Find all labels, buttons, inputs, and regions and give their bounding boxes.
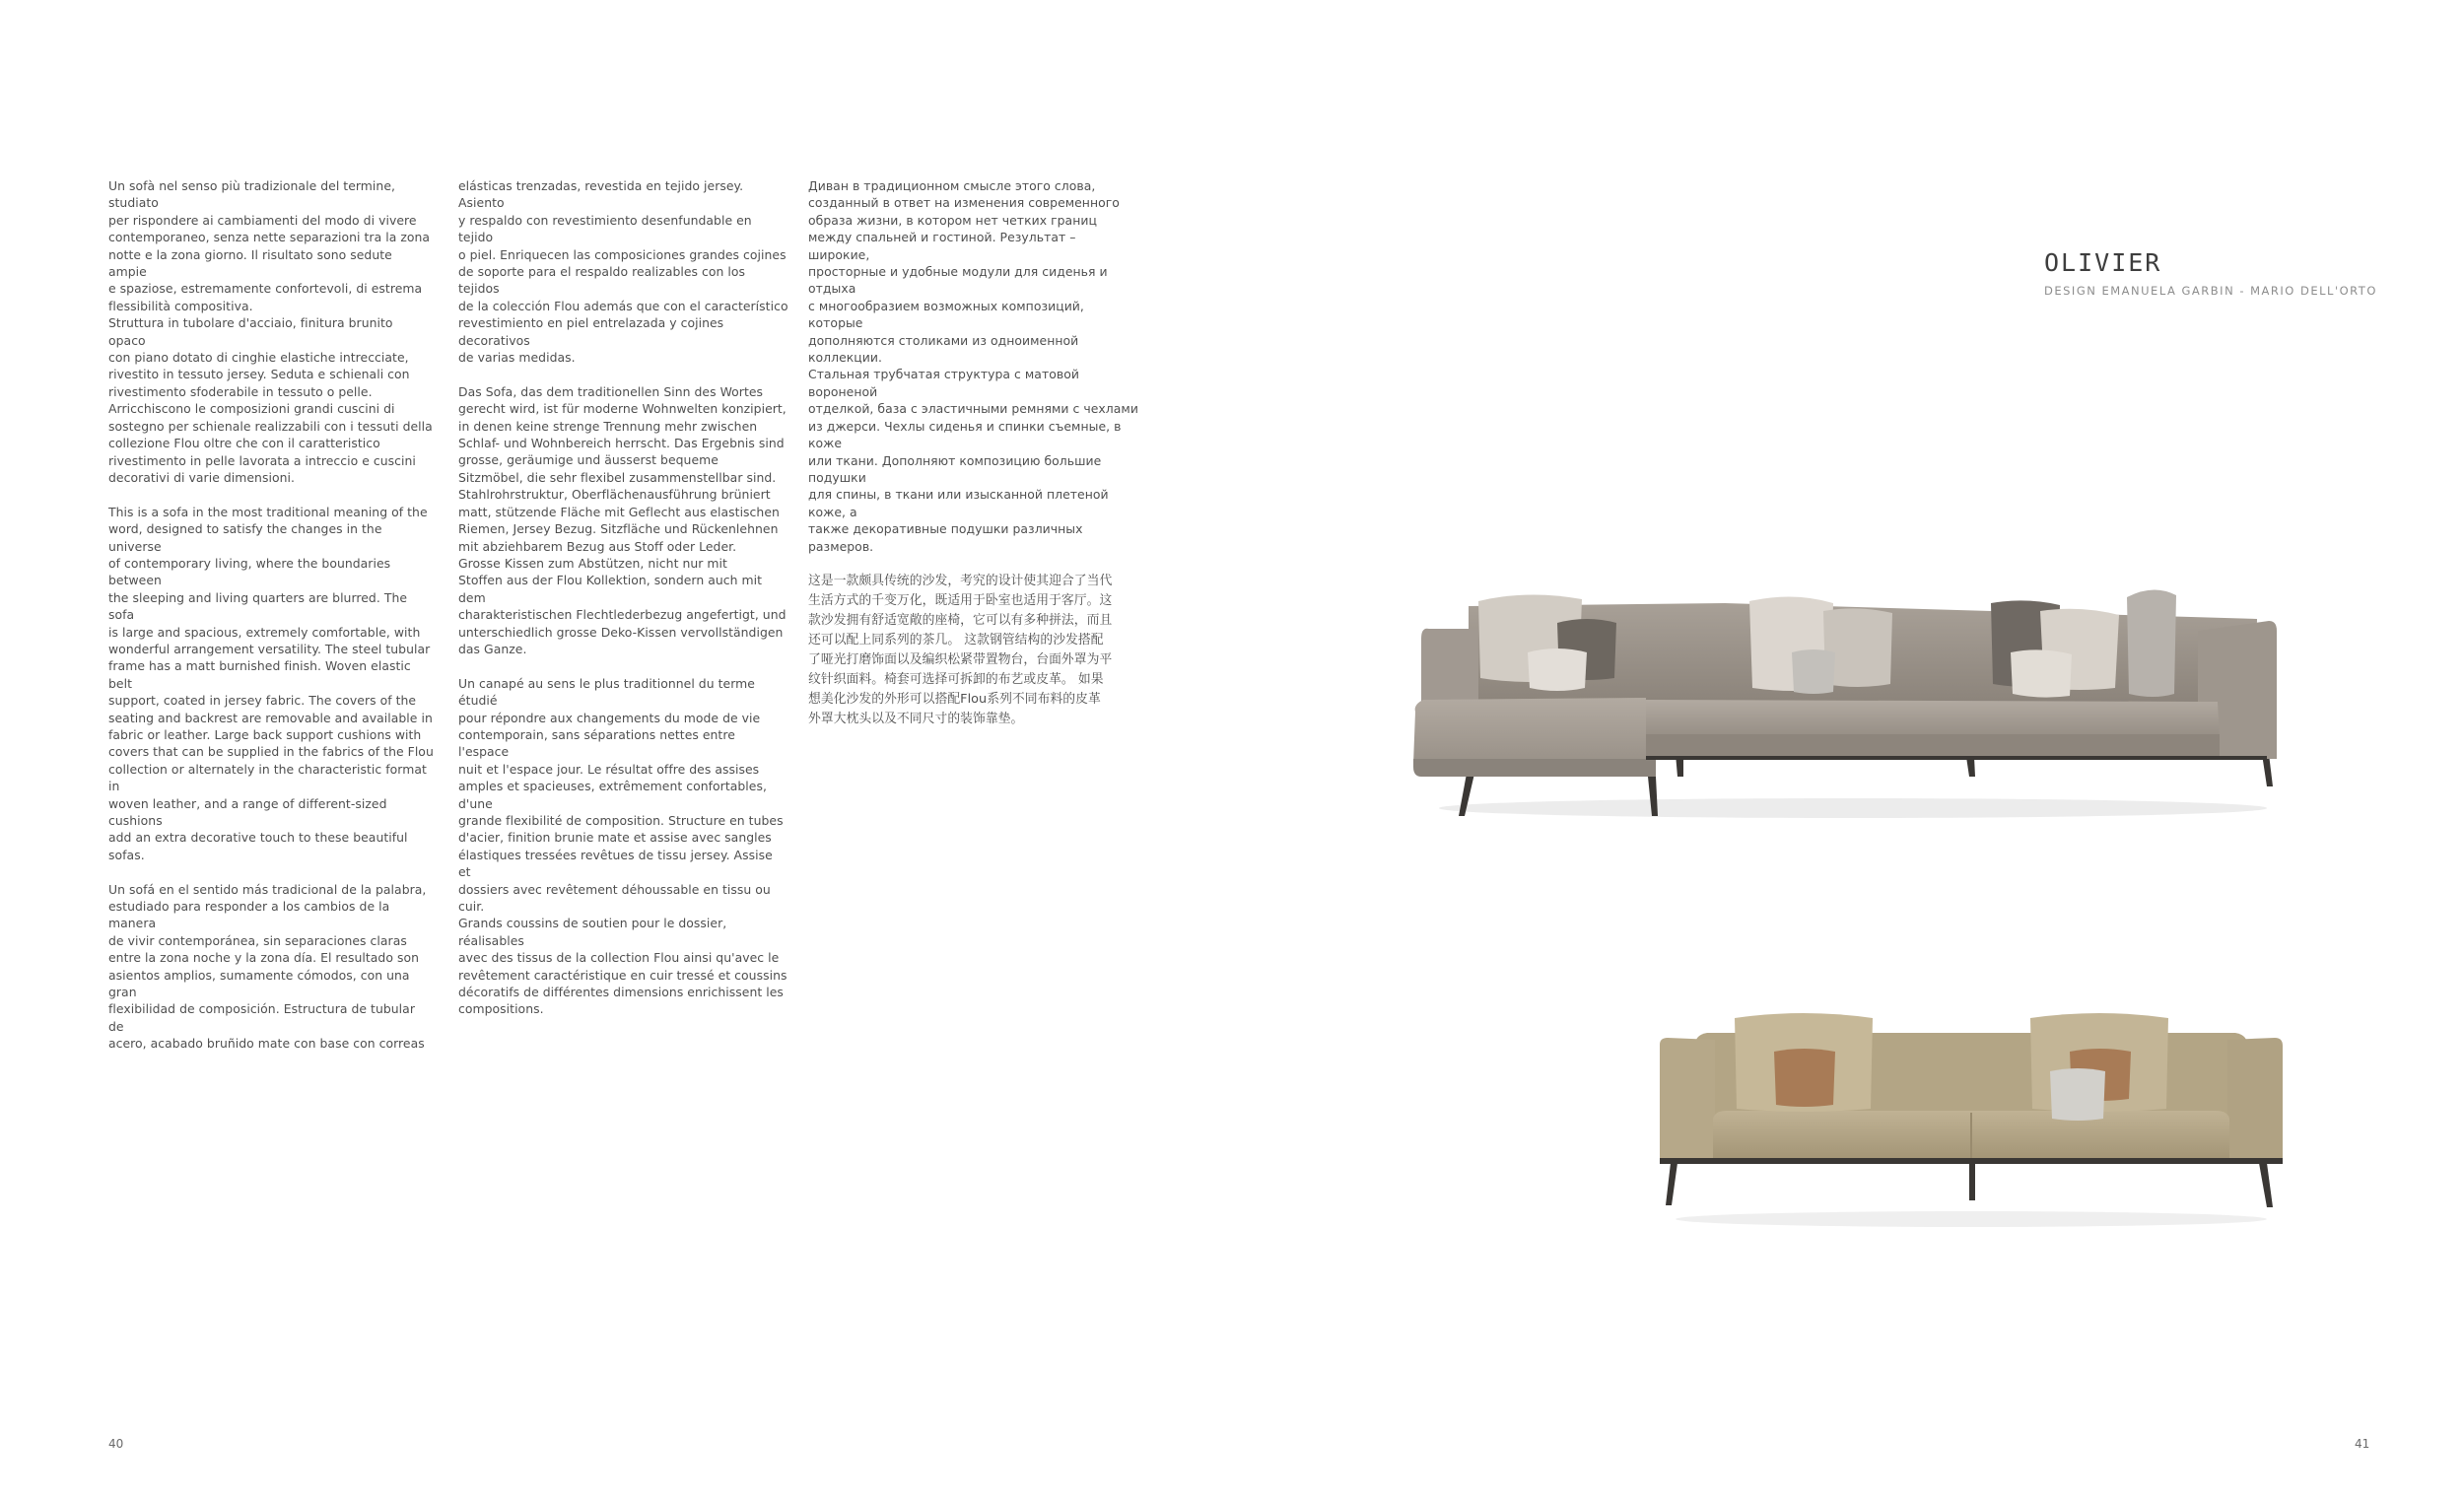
paragraph-german: Das Sofa, das dem traditionellen Sinn des Wortes gerecht wird, ist für moderne Wohnwelten konzipiert, in denen keine strenge Trennung mehr zwischen Schlaf- und Wohnbereich herrscht. Das Ergebnis sind grosse, geräumige und äusserst bequeme Sitzmöbel, die sehr flexibel zusammenstellbar sind. Stahlrohrstruktur, Oberflächenausführung brüniert matt, stützende Fläche mit Geflecht aus elastischen Riemen, Jersey Bezug. Sitzfläche und Rückenlehnen mit abziehbarem Bezug aus Stoff oder Leder. Grosse Kissen zum Abstützen, nicht nur mit Stoffen aus der Flou Kollektion, sondern auch mit dem charakteristischen Flechtlederbezug angefertigt, und unterschiedlich grosse Deko-Kissen vervollständigen das Ganze.: [458, 383, 787, 656]
paragraph-french: Un canapé au sens le plus traditionnel du terme étudié pour répondre aux changements du mode de vie contemporain, sans séparations nettes entre l'espace nuit et l'espace jour. Le résultat offre des assises amples et spacieuses, extrêmement confortables, d'une grande flexibilité de composition. Structure en tubes d'acier, finition brunie mate et assise avec sangles élastiques tressées revêtues de tissu jersey. Assise et dossiers avec revêtement déhoussable en tissu ou cuir. Grands coussins de soutien pour le dossier, réalisables avec des tissus de la collection Flou ainsi qu'avec le revêtement caractéristique en cuir tressé et coussins décoratifs de différentes dimensions enrichissent les compositions.: [458, 675, 787, 1017]
paragraph-russian: Диван в традиционном смысле этого слова, созданный в ответ на изменения современного образа жизни, в котором нет четких границ между спальней и гостиной. Результат – широкие, просторные и удобные модули для сиденья и отдыха с многообразием возможных композиций, которые дополняются столиками из одноименной коллекции. Стальная трубчатая структура с матовой вороненой отделкой, база с эластичными ремнями с чехлами из джерси. Чехлы сиденья и спинки съемные, в коже или ткани. Дополняют композицию большие подушки для спины, в ткани или изысканной плетеной коже, а также декоративные подушки различных размеров.: [808, 178, 1138, 554]
product-title: OLIVIER: [2044, 248, 2162, 277]
designer-credit: DESIGN EMANUELA GARBIN - MARIO DELL'ORTO: [2044, 284, 2377, 298]
paragraph-spanish-end: elásticas trenzadas, revestida en tejido jersey. Asiento y respaldo con revestimiento desenfundable en tejido o piel. Enriquecen las composiciones grandes cojines de soporte para el respaldo realizables con los tejidos de la colección Flou además que con el característico revestimiento en piel entrelazada y cojines decorativos de varias medidas.: [458, 178, 788, 366]
paragraph-spanish-start: Un sofá en el sentido más tradicional de la palabra, estudiado para responder a los cambios de la manera de vivir contemporánea, sin separaciones claras entre la zona noche y la zona día. El resultado son asientos amplios, sumamente cómodos, con una gran flexibilidad de composición. Estructura de tubular de acero, acabado bruñido mate con base con correas: [108, 881, 427, 1052]
text-column-1: [108, 177, 434, 1069]
paragraph-english: This is a sofa in the most traditional meaning of the word, designed to satisfy the changes in the universe of contemporary living, where the boundaries between the sleeping and living quarters are blurred. The sofa is large and spacious, extremely comfortable, with wonderful arrangement versatility. The steel tubular frame has a matt burnished finish. Woven elastic belt support, coated in jersey fabric. The covers of the seating and backrest are removable and available in fabric or leather. Large back support cushions with covers that can be supplied in the fabrics of the Flou collection or alternately in the characteristic format in woven leather, and a range of different-sized cushions add an extra decorative touch to these beautiful sofas.: [108, 504, 434, 862]
corner-sectional-sofa-image: [1409, 562, 2296, 828]
text-column-2: [458, 177, 788, 1035]
paragraph-chinese: 这是一款颇具传统的沙发，考究的设计使其迎合了当代 生活方式的千变万化，既适用于卧室也适用于客厅。这 款沙发拥有舒适宽敞的座椅，它可以有多种拼法，而且 还可以配上同系列的茶几。 这款钢管结构的沙发搭配 了哑光打磨饰面以及编织松紧带置物台，台面外罩为平 纹针织面料。椅套可选择可拆卸的布艺或皮革。 如果 想美化沙发的外形可以搭配Flou系列不同布料的皮革 外罩大枕头以及不同尺寸的装饰靠垫。: [808, 574, 1113, 727]
page-number-left: 40: [108, 1437, 124, 1451]
straight-sofa-image: [1656, 1000, 2287, 1232]
page-number-right: 41: [2355, 1437, 2370, 1451]
paragraph-italian: Un sofà nel senso più tradizionale del termine, studiato per rispondere ai cambiamenti del modo di vivere contemporaneo, senza nette separazioni tra la zona notte e la zona giorno. Il risultato sono sedute ampie e spaziose, estremamente confortevoli, di estrema flessibilità compositiva. Struttura in tubolare d'acciaio, finitura brunito opaco con piano dotato di cinghie elastiche intrecciate, rivestito in tessuto jersey. Seduta e schienali con rivestimento sfoderabile in tessuto o pelle. Arricchiscono le composizioni grandi cuscini di sostegno per schienale realizzabili con i tessuti della collezione Flou oltre che con il caratteristico rivestimento in pelle lavorata a intreccio e cuscini decorativi di varie dimensioni.: [108, 178, 433, 485]
text-column-3: [808, 177, 1138, 747]
